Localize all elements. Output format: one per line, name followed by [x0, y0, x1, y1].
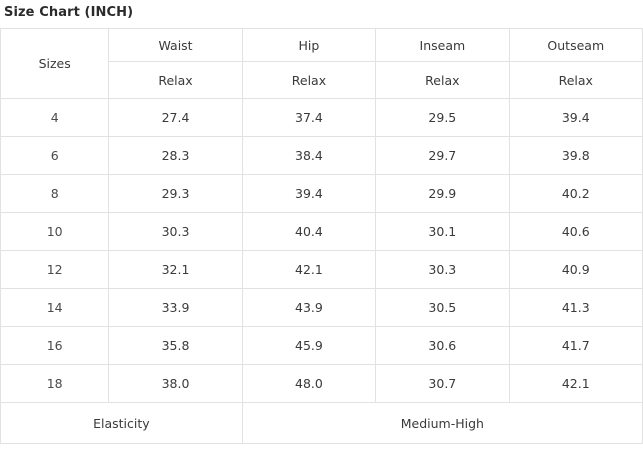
cell-size: 6 — [1, 137, 109, 175]
cell-size: 8 — [1, 175, 109, 213]
page-title: Size Chart (INCH) — [4, 5, 134, 20]
cell-size: 12 — [1, 251, 109, 289]
cell-size: 10 — [1, 213, 109, 251]
cell-outseam: 41.7 — [509, 327, 642, 365]
cell-inseam: 30.5 — [376, 289, 509, 327]
table-row — [1, 327, 643, 365]
cell-outseam: 39.8 — [509, 137, 642, 175]
cell-size: 14 — [1, 289, 109, 327]
fit-label-waist: Relax — [109, 62, 242, 99]
cell-waist: 38.0 — [109, 365, 242, 403]
cell-inseam: 29.9 — [376, 175, 509, 213]
cell-size: 16 — [1, 327, 109, 365]
cell-size: 4 — [1, 99, 109, 137]
table-header-row — [1, 29, 643, 62]
cell-hip: 42.1 — [242, 251, 375, 289]
size-chart-table — [0, 28, 643, 444]
table-row — [1, 251, 643, 289]
cell-waist: 33.9 — [109, 289, 242, 327]
cell-size: 18 — [1, 365, 109, 403]
measurement-header-waist: Waist — [109, 29, 242, 62]
cell-hip: 45.9 — [242, 327, 375, 365]
fit-label-hip: Relax — [242, 62, 375, 99]
elasticity-row — [1, 403, 643, 444]
cell-outseam: 40.2 — [509, 175, 642, 213]
cell-outseam: 40.6 — [509, 213, 642, 251]
cell-hip: 38.4 — [242, 137, 375, 175]
table-row — [1, 137, 643, 175]
cell-hip: 43.9 — [242, 289, 375, 327]
cell-outseam: 42.1 — [509, 365, 642, 403]
cell-inseam: 30.6 — [376, 327, 509, 365]
cell-outseam: 41.3 — [509, 289, 642, 327]
fit-label-outseam: Relax — [509, 62, 642, 99]
measurement-header-outseam: Outseam — [509, 29, 642, 62]
table-row — [1, 213, 643, 251]
cell-outseam: 39.4 — [509, 99, 642, 137]
cell-waist: 27.4 — [109, 99, 242, 137]
fit-label-inseam: Relax — [376, 62, 509, 99]
cell-waist: 30.3 — [109, 213, 242, 251]
cell-waist: 35.8 — [109, 327, 242, 365]
elasticity-label: Elasticity — [1, 403, 243, 444]
cell-inseam: 30.7 — [376, 365, 509, 403]
measurement-header-hip: Hip — [242, 29, 375, 62]
cell-inseam: 30.3 — [376, 251, 509, 289]
cell-inseam: 29.5 — [376, 99, 509, 137]
cell-inseam: 30.1 — [376, 213, 509, 251]
sizes-header-cell: Sizes — [1, 29, 109, 99]
cell-hip: 37.4 — [242, 99, 375, 137]
cell-inseam: 29.7 — [376, 137, 509, 175]
cell-waist: 32.1 — [109, 251, 242, 289]
table-row — [1, 289, 643, 327]
table-row — [1, 175, 643, 213]
elasticity-value: Medium-High — [242, 403, 642, 444]
cell-waist: 29.3 — [109, 175, 242, 213]
table-row — [1, 99, 643, 137]
cell-hip: 40.4 — [242, 213, 375, 251]
cell-hip: 39.4 — [242, 175, 375, 213]
cell-outseam: 40.9 — [509, 251, 642, 289]
cell-waist: 28.3 — [109, 137, 242, 175]
cell-hip: 48.0 — [242, 365, 375, 403]
table-row — [1, 365, 643, 403]
measurement-header-inseam: Inseam — [376, 29, 509, 62]
